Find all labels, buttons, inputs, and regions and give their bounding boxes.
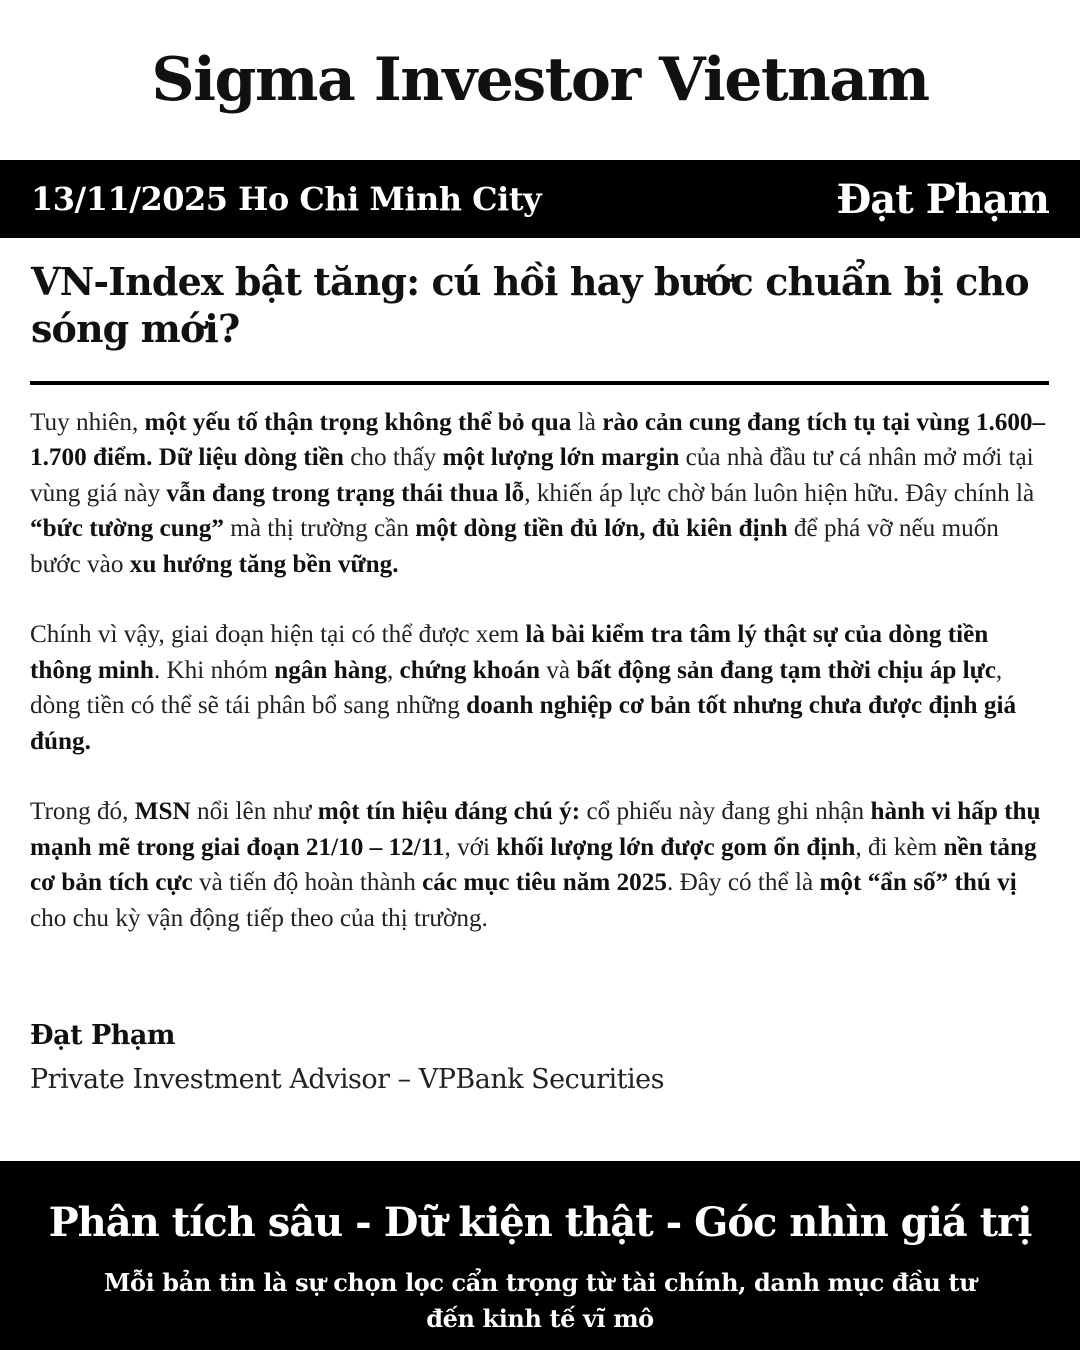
text-run: , đi kèm: [855, 833, 944, 861]
footer-banner: [0, 1161, 1080, 1350]
text-run: nổi lên như: [190, 798, 318, 826]
footer-note: Mỗi bản tin là sự chọn lọc cẩn trọng từ tài chính, danh mục đầu tư đến kinh tế vĩ mô: [103, 1268, 977, 1333]
text-run: Tuy nhiên,: [30, 409, 145, 436]
text-run: Trong đó,: [30, 798, 135, 826]
bold-text-run: ngân hàng: [274, 656, 387, 684]
bold-text-run: một lượng lớn margin: [442, 444, 680, 472]
text-run: , dòng tiền có thể sẽ tái phân bổ sang những: [30, 656, 1003, 720]
text-run: , với: [444, 833, 497, 861]
author-name: Đạt Phạm: [836, 175, 1049, 223]
article-body: [30, 405, 1050, 971]
text-run: là: [571, 409, 603, 436]
bold-text-run: là bài kiểm tra tâm lý thật sự của dòng tiền thông minh: [30, 621, 989, 684]
article-paragraph: [30, 617, 1050, 759]
text-run: . Khi nhóm: [153, 656, 275, 684]
bold-text-run: doanh nghiệp cơ bản tốt nhưng chưa được định giá đúng.: [30, 692, 1017, 755]
bold-text-run: nền tảng cơ bản tích cực: [30, 833, 1037, 897]
text-run: cho chu kỳ vận động tiếp theo của thị trường.: [30, 904, 488, 932]
text-run: , khiến áp lực chờ bán luôn hiện hữu. Đây chính là: [524, 479, 1035, 507]
signature-title: Private Investment Advisor – VPBank Securities: [30, 1064, 665, 1095]
bold-text-run: một dòng tiền đủ lớn, đủ kiên định: [415, 515, 788, 543]
bold-text-run: bất động sản đang tạm thời chịu áp lực: [576, 656, 996, 684]
bold-text-run: một tín hiệu đáng chú ý:: [317, 798, 581, 826]
article-paragraph: [30, 794, 1050, 936]
article-paragraph: [30, 405, 1050, 582]
text-run: ,: [386, 656, 400, 684]
text-run: cho thấy: [343, 444, 443, 472]
bold-text-run: chứng khoán: [399, 656, 540, 684]
publication-title: Sigma Investor Vietnam: [151, 45, 929, 115]
bold-text-run: các mục tiêu năm 2025: [422, 869, 667, 897]
bold-text-run: vẫn đang trong trạng thái thua lỗ: [166, 479, 525, 507]
text-run: của nhà đầu tư cá nhân mở mới tại vùng giá này: [30, 444, 1034, 507]
signature-name: Đạt Phạm: [30, 1020, 175, 1051]
text-run: . Đây có thể là: [666, 869, 820, 897]
text-run: và: [539, 656, 577, 684]
bold-text-run: một yếu tố thận trọng không thể bỏ qua: [144, 409, 572, 436]
text-run: cổ phiếu này đang ghi nhận: [580, 798, 871, 826]
text-run: Chính vì vậy, giai đoạn hiện tại có thể được xem: [30, 621, 526, 649]
bold-text-run: một “ẩn số” thú vị: [819, 869, 1017, 897]
bold-text-run: “bức tường cung”: [30, 515, 224, 543]
bold-text-run: khối lượng lớn được gom ổn định: [496, 833, 856, 861]
text-run: để phá vỡ nếu muốn bước vào: [30, 515, 999, 578]
headline-divider: [30, 381, 1049, 385]
bold-text-run: rào cản cung đang tích tụ tại vùng 1.600–1.700 điểm. Dữ liệu dòng tiền: [30, 409, 1046, 472]
bold-text-run: xu hướng tăng bền vững.: [129, 550, 399, 578]
text-run: và tiến độ hoàn thành: [192, 869, 423, 897]
date-location: 13/11/2025 Ho Chi Minh City: [31, 180, 542, 218]
bold-text-run: MSN: [134, 798, 191, 826]
bold-text-run: hành vi hấp thụ mạnh mẽ trong giai đoạn 21/10 – 12/11: [30, 798, 1041, 861]
text-run: mà thị trường cần: [223, 515, 416, 543]
masthead: [0, 0, 1080, 160]
meta-bar: [0, 160, 1080, 238]
footer-slogan: Phân tích sâu - Dữ kiện thật - Góc nhìn giá trị: [48, 1199, 1032, 1246]
article-headline: VN-Index bật tăng: cú hồi hay bước chuẩn bị cho sóng mới?: [31, 259, 1029, 351]
